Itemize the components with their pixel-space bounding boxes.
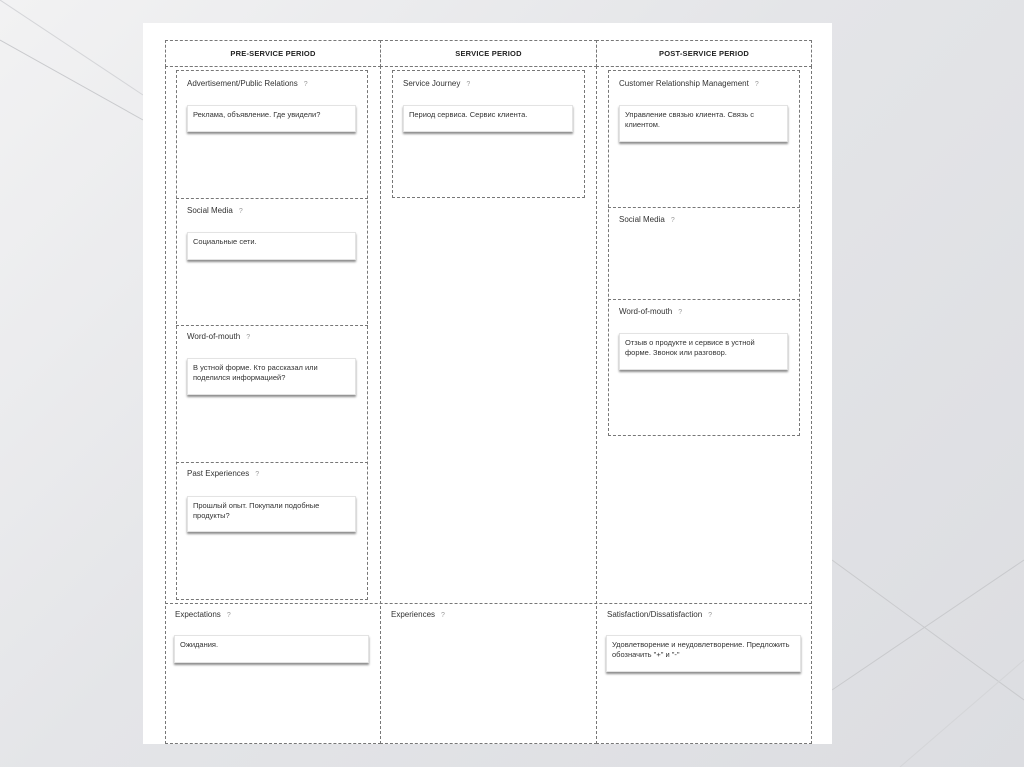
section-social-media-title: Social Media ? <box>187 206 243 215</box>
section-satisfaction-title: Satisfaction/Dissatisfaction ? <box>607 610 713 619</box>
help-icon[interactable]: ? <box>670 217 675 224</box>
service-journey-box <box>392 70 585 198</box>
help-icon[interactable]: ? <box>466 81 471 88</box>
help-icon[interactable]: ? <box>303 81 308 88</box>
sticky-note[interactable]: В устной форме. Кто рассказал или поделился информацией? <box>187 358 356 395</box>
help-icon[interactable]: ? <box>441 612 445 619</box>
sticky-note[interactable]: Социальные сети. <box>187 232 356 260</box>
header-pre-service: PRE-SERVICE PERIOD <box>165 40 381 67</box>
header-service: SERVICE PERIOD <box>380 40 597 67</box>
divider <box>608 299 800 300</box>
section-post-social-media-title: Social Media ? <box>619 215 675 224</box>
section-expectations-title: Expectations ? <box>175 610 231 619</box>
sticky-note[interactable]: Управление связью клиента. Связь с клиентом. <box>619 105 788 142</box>
bottom-row-divider <box>165 603 812 604</box>
section-experiences-title: Experiences ? <box>391 610 445 619</box>
sticky-note[interactable]: Удовлетворение и неудовлетворение. Предложить обозначить "+" и "-" <box>606 635 801 672</box>
help-icon[interactable]: ? <box>255 471 260 478</box>
sticky-note[interactable]: Ожидания. <box>174 635 369 663</box>
sticky-note[interactable]: Отзыв о продукте и сервисе в устной форме. Звонок или разговор. <box>619 333 788 370</box>
help-icon[interactable]: ? <box>226 612 231 619</box>
divider <box>176 325 368 326</box>
section-crm-title: Customer Relationship Management ? <box>619 79 759 88</box>
sticky-note[interactable]: Реклама, объявление. Где увидели? <box>187 105 356 132</box>
help-icon[interactable]: ? <box>238 208 243 215</box>
divider <box>176 198 368 199</box>
divider <box>176 462 368 463</box>
sticky-note[interactable]: Прошлый опыт. Покупали подобные продукты? <box>187 496 356 532</box>
section-post-word-of-mouth-title: Word-of-mouth ? <box>619 307 683 316</box>
help-icon[interactable]: ? <box>678 309 683 316</box>
section-past-experiences-title: Past Experiences ? <box>187 469 260 478</box>
divider <box>608 207 800 208</box>
blueprint-slide <box>143 23 832 744</box>
sticky-note[interactable]: Период сервиса. Сервис клиента. <box>403 105 573 132</box>
section-service-journey-title: Service Journey ? <box>403 79 471 88</box>
help-icon[interactable]: ? <box>246 334 251 341</box>
help-icon[interactable]: ? <box>754 81 759 88</box>
section-word-of-mouth-title: Word-of-mouth ? <box>187 332 251 341</box>
header-post-service: POST-SERVICE PERIOD <box>596 40 812 67</box>
section-advertisement-title: Advertisement/Public Relations ? <box>187 79 308 88</box>
help-icon[interactable]: ? <box>708 612 713 619</box>
